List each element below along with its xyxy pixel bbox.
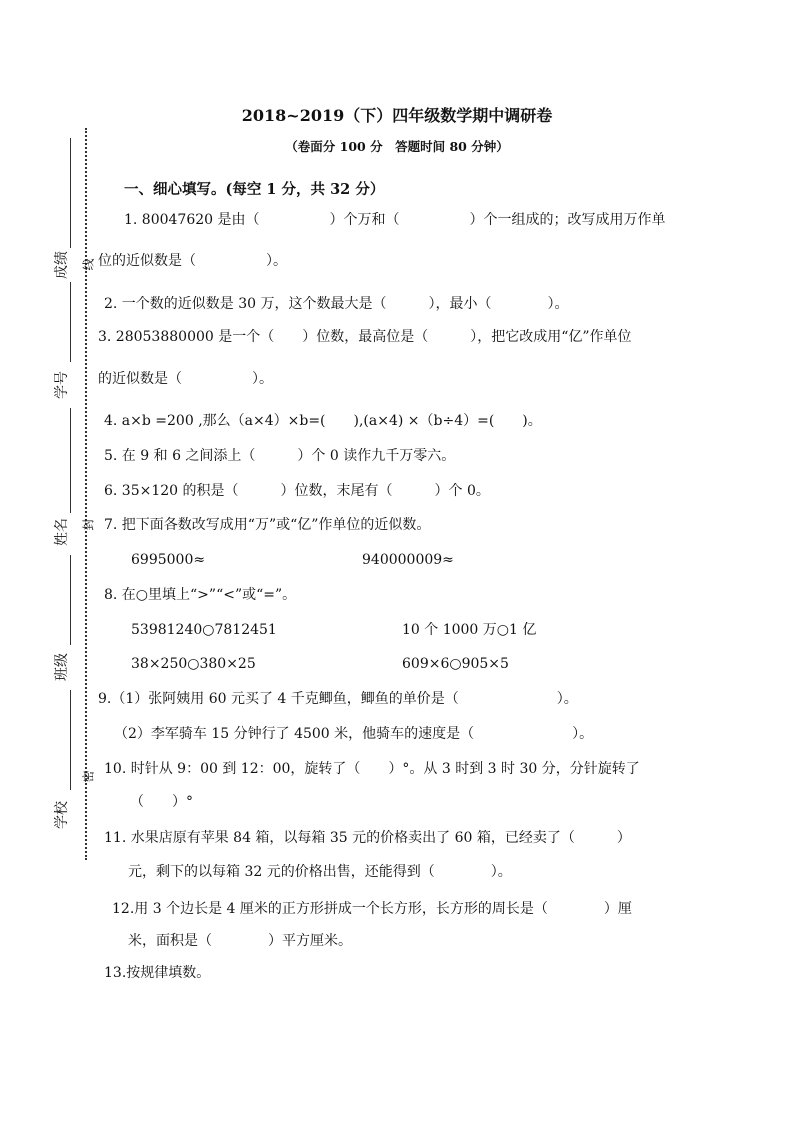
question-11-line-1: 11. 水果店原有苹果 84 箱，以每箱 35 元的价格卖出了 60 箱，已经卖了（ ）: [104, 830, 631, 846]
question-12-line-1: 12.用 3 个边长是 4 厘米的正方形拼成一个长方形，长方形的周长是（ ）厘: [112, 901, 632, 917]
side-label-score: 成绩: [54, 251, 70, 279]
question-7: 7. 把下面各数改写成用“万”或“亿”作单位的近似数。: [104, 517, 431, 533]
question-9-part-2: （2）李军骑车 15 分钟行了 4500 米，他骑车的速度是（ ）。: [114, 726, 594, 742]
question-8: 8. 在○里填上“>”“<”或“=”。: [104, 587, 297, 603]
page-title: 2018~2019（下）四年级数学期中调研卷: [241, 106, 553, 125]
binding-dotted-line: [85, 128, 87, 860]
question-7-item-left: 6995000≈: [131, 552, 206, 568]
question-7-item-right: 940000009≈: [362, 552, 454, 568]
section-heading: 一、细心填写。(每空 1 分，共 32 分）: [124, 181, 385, 198]
question-4: 4. a×b =200 ,那么（a×4）×b=( ),(a×4) ×（b÷4）=( )。: [104, 413, 542, 429]
question-3-line-1: 3. 28053880000 是一个（ ）位数，最高位是（ ），把它改成用“亿”作单位: [98, 329, 632, 345]
question-6: 6. 35×120 的积是（ ）位数，末尾有（ ）个 0。: [104, 483, 490, 499]
binding-mark-line: 线: [81, 258, 96, 271]
question-8-item-2: 10 个 1000 万○1 亿: [402, 622, 537, 638]
question-2: 2. 一个数的近似数是 30 万，这个数最大是（ ），最小（ ）。: [104, 296, 569, 312]
question-10-line-2: （ ）°: [130, 794, 193, 810]
question-1-line-2: 位的近似数是（ ）。: [98, 253, 287, 269]
side-rule: [70, 690, 71, 790]
question-1-line-1: 1. 80047620 是由（ ）个万和（ ）个一组成的；改写成用万作单: [124, 212, 666, 228]
side-rule: [70, 408, 71, 513]
side-label-class: 班级: [54, 653, 70, 681]
binding-mark-secret: 密: [81, 770, 96, 783]
question-5: 5. 在 9 和 6 之间添上（ ）个 0 读作九千万零六。: [104, 448, 456, 464]
side-rule: [70, 555, 71, 645]
side-rule: [70, 282, 71, 362]
page-subtitle: （卷面分 100 分 答题时间 80 分钟）: [285, 139, 509, 154]
question-9-part-1: 9.（1）张阿姨用 60 元买了 4 千克鲫鱼，鲫鱼的单价是（ ）。: [98, 691, 578, 707]
side-label-name: 姓名: [54, 518, 70, 546]
question-10-line-1: 10. 时针从 9：00 到 12：00，旋转了（ ）°。从 3 时到 3 时 30 分，分针旋转了: [104, 761, 640, 777]
side-label-school: 学校: [54, 801, 70, 829]
question-8-item-3: 38×250○380×25: [131, 656, 256, 672]
question-11-line-2: 元，剩下的以每箱 32 元的价格出售，还能得到（ ）。: [128, 864, 512, 880]
question-12-line-2: 米，面积是（ ）平方厘米。: [128, 933, 352, 949]
question-3-line-2: 的近似数是（ ）。: [98, 371, 273, 387]
binding-mark-seal: 封: [81, 518, 96, 531]
question-13: 13.按规律填数。: [104, 965, 211, 981]
question-8-item-1: 53981240○7812451: [131, 622, 277, 638]
side-label-student-id: 学号: [54, 371, 70, 399]
question-8-item-4: 609×6○905×5: [402, 656, 509, 672]
